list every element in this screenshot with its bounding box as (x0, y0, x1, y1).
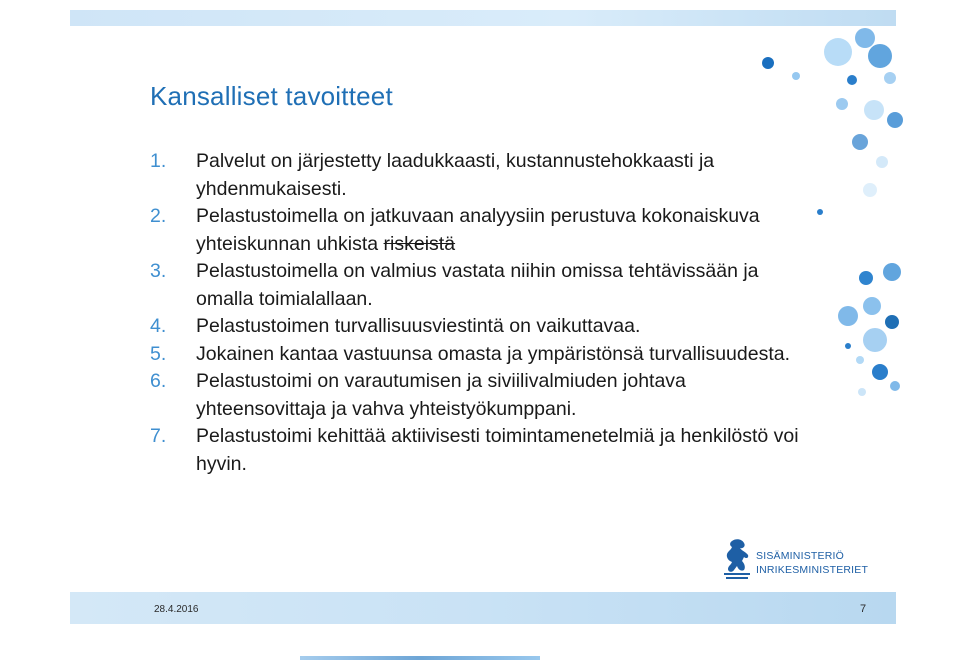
item-text-wrapper (196, 203, 810, 258)
list-item (150, 203, 810, 258)
list-item (150, 341, 810, 369)
item-number: 5. (150, 342, 167, 365)
item-text: Pelastustoimi kehittää aktiivisesti toimintamenetelmiä ja henkilöstö voi hyvin. (196, 425, 799, 475)
list-item (150, 148, 810, 203)
item-number: 2. (150, 205, 167, 227)
item-number: 1. (150, 150, 167, 172)
logo-text-swedish: INRIKESMINISTERIET (756, 564, 869, 576)
item-number: 3. (150, 260, 167, 282)
list-item (150, 258, 810, 313)
item-text: Jokainen kantaa vastuunsa omasta ja ympäristönsä turvallisuudesta. (196, 342, 790, 365)
item-text: Pelastustoimella on jatkuvaan analyysiin perustuva kokonaiskuva yhteiskunnan uhkista (196, 205, 760, 255)
list-item (150, 368, 810, 423)
footer-date: 28.4.2016 (154, 604, 199, 615)
lion-emblem-icon (722, 537, 752, 581)
item-text: Palvelut on järjestetty laadukkaasti, kustannustehokkaasti ja yhdenmukaisesti. (196, 150, 715, 200)
item-text: Pelastustoimi on varautumisen ja siviilivalmiuden johtava yhteensovittaja ja vahva yhteistyökumppani. (196, 370, 686, 420)
bottom-accent-line (300, 656, 540, 660)
item-number: 4. (150, 315, 167, 337)
slide-title: Kansalliset tavoitteet (150, 81, 393, 112)
item-number: 6. (150, 370, 167, 392)
list-item (150, 423, 810, 478)
struck-text: riskeistä (383, 232, 456, 255)
item-number: 7. (150, 425, 167, 447)
item-text: Pelastustoimen turvallisuusviestintä on vaikuttavaa. (196, 315, 641, 337)
item-text: Pelastustoimella on valmius vastata niihin omissa tehtävissään ja omalla toimialallaan. (196, 260, 759, 310)
goals-list (150, 148, 810, 478)
page-number: 7 (860, 603, 867, 615)
logo-text-finnish: SISÄMINISTERIÖ (756, 550, 844, 562)
list-item (150, 313, 810, 341)
ministry-logo (722, 537, 882, 583)
